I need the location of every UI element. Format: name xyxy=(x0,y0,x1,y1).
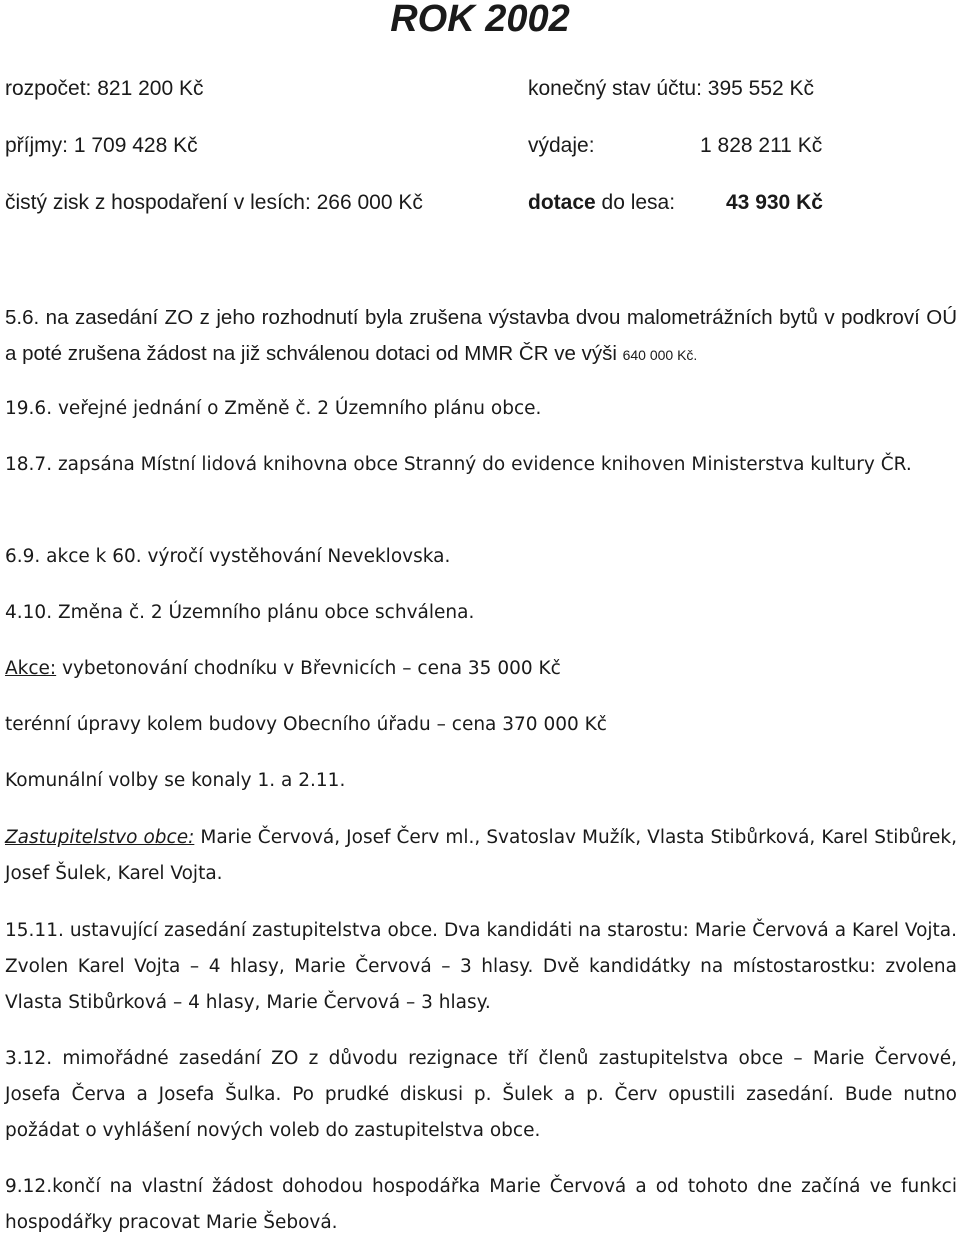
event-5-6 xyxy=(5,300,957,373)
subsidy-label: do lesa: xyxy=(595,191,676,214)
expenses-value: 1 828 211 Kč xyxy=(700,134,823,157)
zastupitelstvo-members: Marie Červová, Josef Červ ml., Svatoslav Mužík, Vlasta Stibůrková, Karel Stibůrek, Josef Šulek, Karel Vojta. xyxy=(5,827,957,884)
subsidy-bold-word: dotace xyxy=(528,191,596,214)
page-title: ROK 2002 xyxy=(390,0,570,40)
event-18-7: 18.7. zapsána Místní lidová knihovna obce Stranný do evidence knihoven Ministerstva kultury ČR. xyxy=(5,454,912,475)
event-5-6-text: 5.6. na zasedání ZO z jeho rozhodnutí byla zrušena výstavba dvou malometrážních bytů v podkroví OÚ a poté zrušena žádost na již schválenou dotaci od MMR ČR ve výši xyxy=(5,306,957,365)
akce-terenni-upravy: terénní úpravy kolem budovy Obecního úřadu – cena 370 000 Kč xyxy=(5,714,607,735)
event-3-12: 3.12. mimořádné zasedání ZO z důvodu rezignace tří členů zastupitelstva obce – Marie Červové, Josefa Červa a Josefa Šulka. Po prudké diskusi p. Šulek a p. Červ opustili zasedání. Bude nutno požádat o vyhlášení nových voleb do zastupitelstva obce. xyxy=(5,1048,957,1141)
akce-line xyxy=(5,651,957,687)
event-15-11: 15.11. ustavující zasedání zastupitelstva obce. Dva kandidáti na starostu: Marie Červová a Karel Vojta. Zvolen Karel Vojta – 4 hlasy, Marie Červová – 3 hlasy. Dvě kandidátky na místostarostku: zvolena Vlasta Stibůrková – 4 hlasy, Marie Červová – 3 hlasy. xyxy=(5,920,957,1013)
event-6-9: 6.9. akce k 60. výročí vystěhování Neveklovska. xyxy=(5,546,451,567)
subsidy-value: 43 930 Kč xyxy=(726,191,823,214)
volby-text: Komunální volby se konaly 1. a 2.11. xyxy=(5,770,346,791)
event-9-12: 9.12.končí na vlastní žádost dohodou hospodářka Marie Červová a od tohoto dne začíná ve funkci hospodářky pracovat Marie Šebová. xyxy=(5,1176,957,1233)
zastupitelstvo xyxy=(5,820,957,892)
zastupitelstvo-label: Zastupitelstvo obce: xyxy=(5,827,195,848)
event-4-10: 4.10. Změna č. 2 Územního plánu obce schválena. xyxy=(5,602,475,623)
budget-text: rozpočet: 821 200 Kč xyxy=(5,77,204,100)
income-text: příjmy: 1 709 428 Kč xyxy=(5,134,198,157)
akce-chodnik: vybetonování chodníku v Břevnicích – cena 35 000 Kč xyxy=(56,658,561,679)
akce-label: Akce: xyxy=(5,658,57,679)
subsidy-line xyxy=(528,191,675,215)
expenses-label: výdaje: xyxy=(528,134,595,157)
event-5-6-amount: 640 000 Kč. xyxy=(622,347,698,363)
event-19-6: 19.6. veřejné jednání o Změně č. 2 Územního plánu obce. xyxy=(5,398,542,419)
final-balance-text: konečný stav účtu: 395 552 Kč xyxy=(528,77,815,100)
forest-profit-text: čistý zisk z hospodaření v lesích: 266 000 Kč xyxy=(5,191,423,214)
